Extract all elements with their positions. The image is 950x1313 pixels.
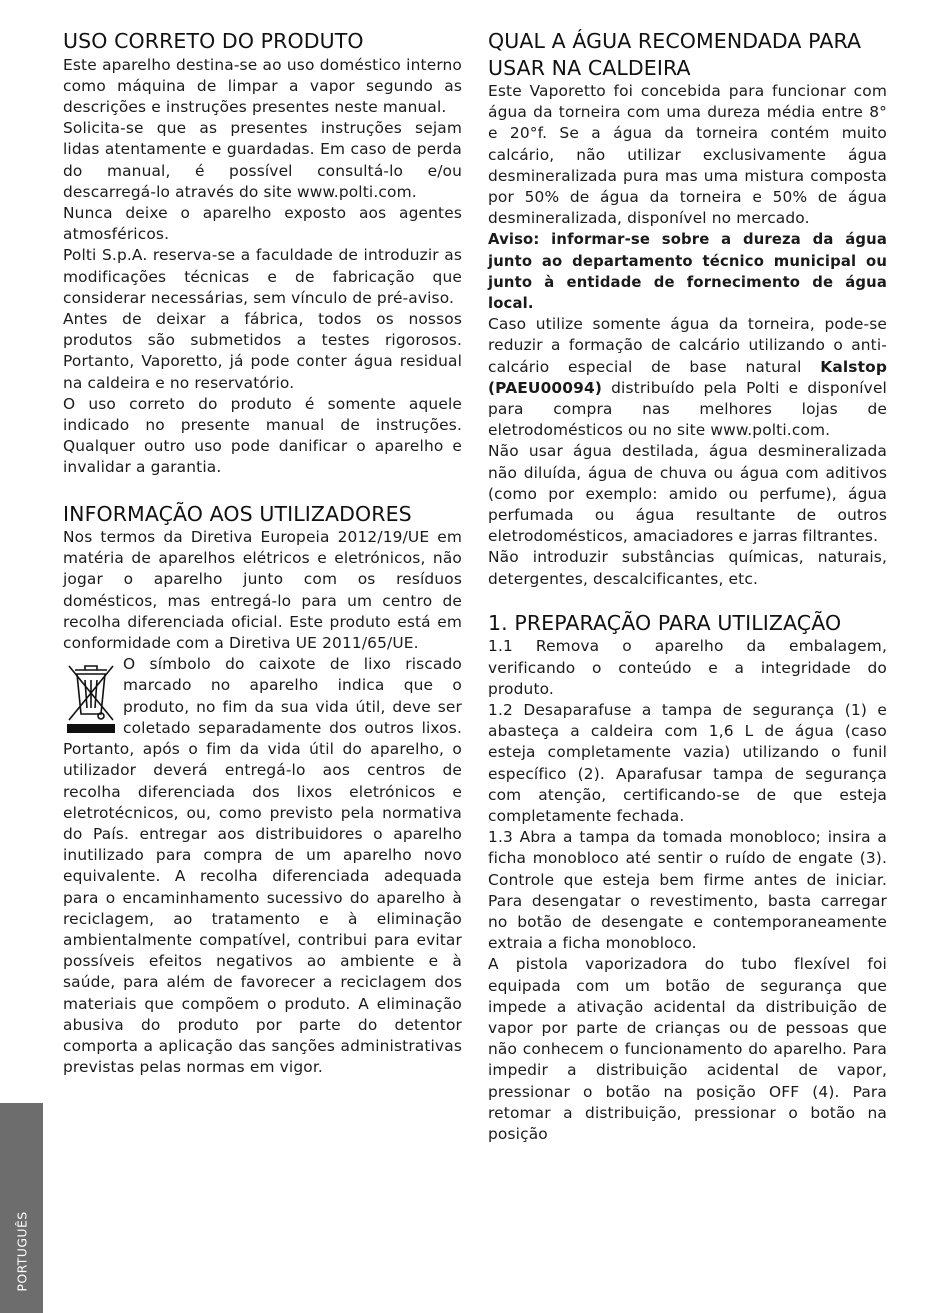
language-side-tab (0, 1103, 43, 1313)
paragraph: Polti S.p.A. reserva-se a faculdade de introduzir as modificações técnicas e de fabricação que considerar necessárias, sem vínculo de pré-aviso. (63, 246, 462, 307)
paragraph: O uso correto do produto é somente aquele indicado no presente manual de instruções. Qualquer outro uso pode danificar o aparelho e invalidar a garantia. (63, 394, 462, 477)
paragraph: 1.1 Remova o aparelho da embalagem, verificando o conteúdo e a integridade do produto. (488, 637, 887, 698)
text-span: distribuído pela Polti e disponível para compra nas melhores lojas de eletrodomésticos ou no site www.polti.com. (488, 378, 887, 440)
language-label: PORTUGUÊS (14, 1211, 29, 1292)
warning-paragraph: Aviso: informar-se sobre a dureza da água junto ao departamento técnico municipal ou junto à entidade de fornecimento de água local. (488, 231, 887, 313)
section-title-agua: QUAL A ÁGUA RECOMENDADA PARA USAR NA CALDEIRA (488, 29, 862, 80)
paragraph: Não usar água destilada, água desmineralizada não diluída, água de chuva ou água com aditivos (como por exemplo: amido ou perfume), água perfumada ou água resultante de outros eletrodomésticos, amaciadores e jarras filtrantes. (488, 442, 887, 546)
paragraph: A pistola vaporizadora do tubo flexível foi equipada com um botão de segurança que impede a ativação acidental da distribuição de vapor por parte de crianças ou de pessoas que não conhecem o funcionamento do aparelho. Para impedir a distribuição acidental de vapor, pressionar o botão na posição OFF (4). Para retomar a distribuição, pressionar o botão na posição (488, 955, 887, 1144)
right-column (488, 28, 887, 1145)
weee-block (63, 654, 462, 1078)
spacer (63, 479, 462, 501)
brand-name: Kalstop (PAEU00094) (488, 357, 887, 397)
paragraph-kalstop (488, 314, 887, 441)
paragraph: Solicita-se que as presentes instruções sejam lidas atentamente e guardadas. Em caso de perda do manual, é possível consultá-lo e/ou descarregá-lo através do site www.polti.com. (63, 119, 462, 201)
paragraph: Este Vaporetto foi concebida para funcionar com água da torneira com uma dureza média entre 8° e 20°f. Se a água da torneira contém muito calcário, não utilizar exclusivamente água desmineralizada pura mas uma mistura composta por 50% de água da torneira e 50% de água desmineralizada, disponível no mercado. (488, 82, 887, 228)
paragraph: 1.2 Desaparafuse a tampa de segurança (1) e abasteça a caldeira com 1,6 L de água (caso esteja completamente vazia) utilizando o funil específico (2). Aparafusar tampa de segurança com atenção, certificando-se de que esteja completamente fechada. (488, 700, 887, 825)
section-title-uso-correto: USO CORRETO DO PRODUTO (63, 29, 364, 53)
paragraph: 1.3 Abra a tampa da tomada monobloco; insira a ficha monobloco até sentir o ruído de engate (3). Controle que esteja bem firme antes de iniciar. Para desengatar o revestimento, basta carregar no botão de desengate e contemporaneamente extraia a ficha monobloco. (488, 828, 887, 953)
section-title-preparacao: 1. PREPARAÇÃO PARA UTILIZAÇÃO (488, 610, 842, 635)
paragraph: Nos termos da Diretiva Europeia 2012/19/UE em matéria de aparelhos elétricos e eletrónicos, não jogar o aparelho junto com os resíduos domésticos, mas entregá-lo para um centro de recolha diferenciada oficial. Este produto está em conformidade com a Diretiva UE 2011/65/UE. (63, 528, 462, 653)
spacer (488, 590, 887, 610)
paragraph: Nunca deixe o aparelho exposto aos agentes atmosféricos. (63, 203, 462, 244)
text-span: Caso utilize somente água da torneira, pode-se reduzir a formação de calcário utilizando o anti-calcário especial de base natural (488, 315, 887, 376)
paragraph: O símbolo do caixote de lixo riscado marcado no aparelho indica que o produto, no fim da sua vida útil, deve ser coletado separadamente dos outros lixos. Portanto, após o fim da vida útil do aparelho, o utilizador deverá entregá-lo aos centros de recolha diferenciada dos lixos eletrónicos e eletrotécnicos, ou, como previsto pela normativa do País. entregar aos distribuidores o aparelho inutilizado para compra de um aparelho novo equivalente. A recolha diferenciada adequada para o encaminhamento sucessivo do aparelho à reciclagem, ao tratamento e à eliminação ambientalmente compatível, contribui para evitar possíveis efeitos negativos ao ambiente e à saúde, para além de favorecer a reciclagem dos materiais que compõem o produto. A eliminação abusiva do produto por parte do detentor comporta a aplicação das sanções administrativas previstas pelas normas em vigor. (63, 655, 462, 1077)
left-column (63, 28, 462, 1078)
paragraph: Este aparelho destina-se ao uso doméstico interno como máquina de limpar a vapor segundo as descrições e instruções presentes neste manual. (63, 55, 462, 116)
paragraph: Antes de deixar a fábrica, todos os nossos produtos são submetidos a testes rigorosos. Portanto, Vaporetto, já pode conter água residual na caldeira e no reservatório. (63, 309, 462, 392)
section-title-informacao: INFORMAÇÃO AOS UTILIZADORES (63, 501, 412, 526)
paragraph: Não introduzir substâncias químicas, naturais, detergentes, descalcificantes, etc. (488, 548, 887, 588)
crossed-out-wheelie-bin-icon (63, 656, 119, 736)
